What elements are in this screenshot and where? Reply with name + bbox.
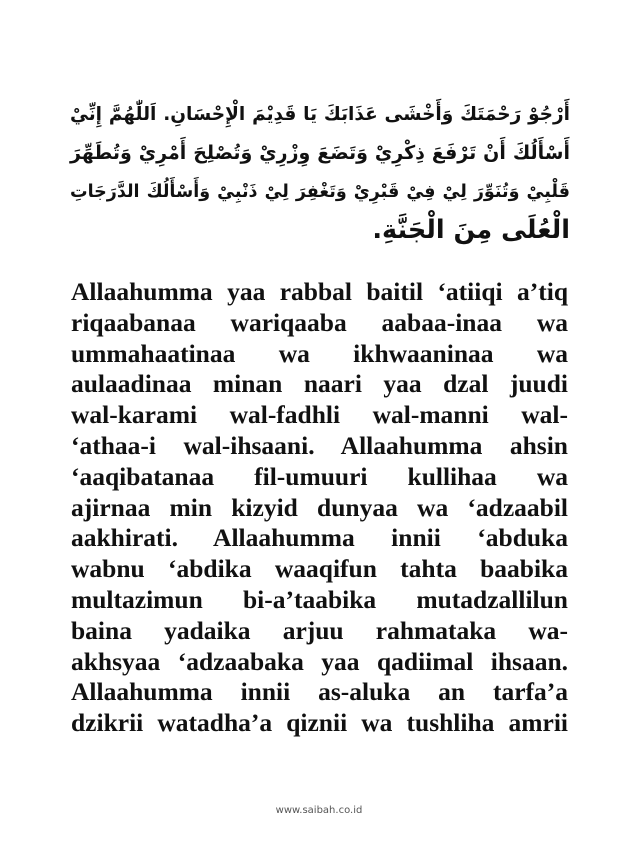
- arabic-prayer-text: [70, 96, 570, 249]
- arabic-line: الْعُلَى مِنَ الْجَنَّةِ.: [372, 214, 570, 245]
- transliteration-text: [71, 277, 568, 739]
- transliteration-line: ‘athaa-i wal-ihsaani. Allaahumma ahsin: [71, 430, 568, 460]
- transliteration-line: riqaabanaa wariqaaba aabaa-inaa wa: [71, 307, 568, 337]
- transliteration-line: wal-karami wal-fadhli wal-manni wal-: [71, 400, 568, 430]
- transliteration-line: aulaadinaa minan naari yaa dzal juudi: [71, 369, 568, 399]
- transliteration-line: Allaahumma yaa rabbal baitil ‘atiiqi a’tiq: [71, 277, 568, 306]
- transliteration-line: akhsyaa ‘adzaabaka yaa qadiimal ihsaan.: [71, 646, 568, 676]
- transliteration-line: ajirnaa min kizyid dunyaa wa ‘adzaabil: [71, 492, 568, 522]
- transliteration-line: multazimun bi-a’taabika mutadzallilun: [71, 584, 568, 614]
- transliteration-line: ‘aaqibatanaa fil-umuuri kullihaa wa: [71, 461, 568, 491]
- arabic-line: أَسْأَلُكَ أَنْ تَرْفَعَ ذِكْرِيْ وَتَضَعَ وِزْرِيْ وَتُصْلِحَ أَمْرِيْ وَتُطَهِّرَ: [70, 142, 570, 165]
- footer-website-link[interactable]: www.saibah.co.id: [275, 805, 363, 816]
- transliteration-line: aakhirati. Allaahumma innii ‘abduka: [71, 523, 568, 553]
- transliteration-line: wabnu ‘abdika waaqifun tahta baabika: [71, 554, 568, 584]
- transliteration-line: baina yadaika arjuu rahmataka wa-: [71, 615, 568, 645]
- transliteration-line: Allaahumma innii as-aluka an tarfa’a: [71, 677, 568, 707]
- arabic-line: أَرْجُوْ رَحْمَتَكَ وَأَخْشَى عَذَابَكَ يَا قَدِيْمَ الْإِحْسَانِ. اَللّٰهُمَّ إِنِّيْ: [70, 104, 570, 125]
- arabic-line: قَلْبِيْ وَتُنَوِّرَ لِيْ فِيْ قَبْرِيْ وَتَغْفِرَ لِيْ ذَنْبِيْ وَأَسْأَلُكَ الدَّرَجَاتِ: [70, 181, 570, 202]
- transliteration-line: ummahaatinaa wa ikhwaaninaa wa: [71, 338, 568, 368]
- transliteration-line: dzikrii watadha’a qiznii wa tushliha amrii: [71, 708, 568, 738]
